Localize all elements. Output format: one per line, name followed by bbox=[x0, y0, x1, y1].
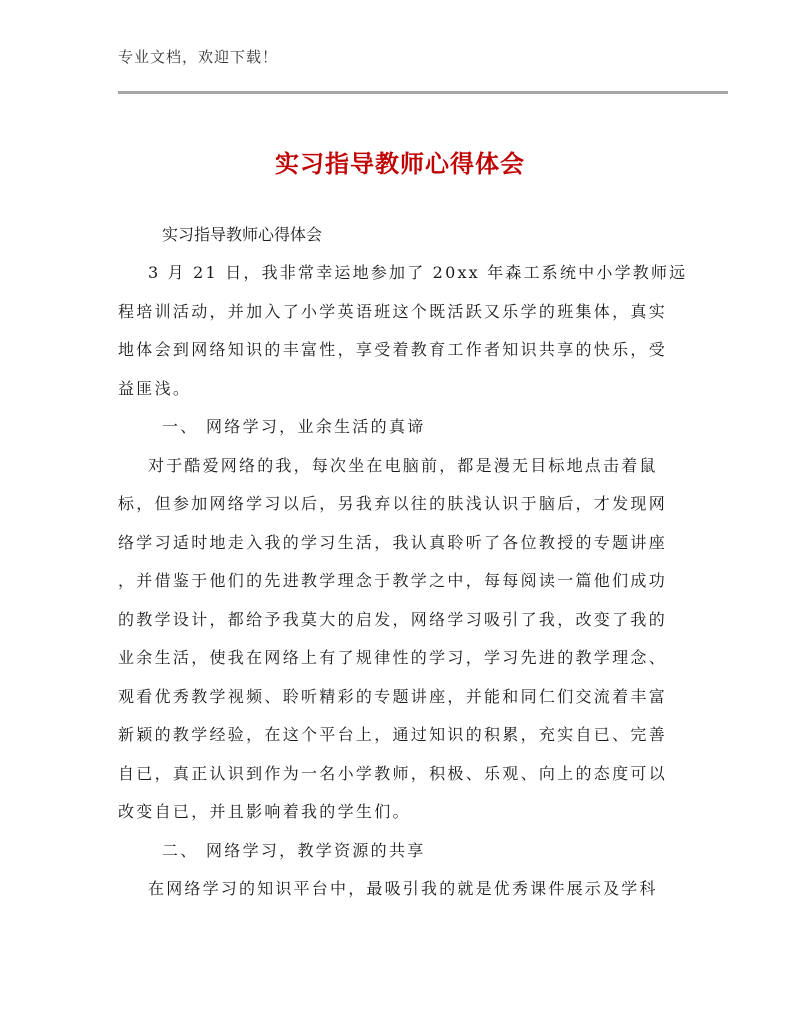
paragraph-line: ，并借鉴于他们的先进教学理念于教学之中，每每阅读一篇他们成功 bbox=[118, 571, 668, 590]
paragraph-line: 在网络学习的知识平台中，最吸引我的就是优秀课件展示及学科 bbox=[148, 879, 658, 898]
paragraph-line: 3 月 21 日，我非常幸运地参加了 20xx 年森工系统中小学教师远 bbox=[148, 263, 688, 282]
paragraph-line: 标，但参加网络学习以后，另我弃以往的肤浅认识于脑后，才发现网 bbox=[118, 494, 668, 513]
paragraph-line: 新颖的教学经验，在这个平台上，通过知识的积累，充实自已、完善 bbox=[118, 725, 668, 744]
header-note: 专业文档，欢迎下载！ bbox=[118, 48, 279, 66]
paragraph-line: 观看优秀教学视频、聆听精彩的专题讲座，并能和同仁们交流着丰富 bbox=[118, 686, 668, 706]
section-heading: 一、 网络学习，业余生活的真谛 bbox=[162, 417, 426, 436]
paragraph-line: 地体会到网络知识的丰富性，享受着教育工作者知识共享的快乐，受 bbox=[118, 340, 668, 359]
paragraph-line: 对于酷爱网络的我，每次坐在电脑前，都是漫无目标地点击着鼠 bbox=[148, 455, 658, 475]
section-heading: 二、 网络学习，教学资源的共享 bbox=[162, 840, 426, 860]
document-title: 实习指导教师心得体会 bbox=[275, 150, 525, 178]
paragraph-line: 改变自已，并且影响着我的学生们。 bbox=[118, 802, 411, 821]
header-divider bbox=[118, 91, 728, 94]
paragraph-line: 益匪浅。 bbox=[118, 378, 192, 398]
document-body bbox=[118, 216, 688, 909]
paragraph-line: 程培训活动，并加入了小学英语班这个既活跃又乐学的班集体，真实 bbox=[118, 301, 668, 321]
document-subtitle: 实习指导教师心得体会 bbox=[162, 225, 323, 244]
paragraph-line: 业余生活，使我在网络上有了规律性的学习，学习先进的教学理念、 bbox=[118, 648, 668, 667]
paragraph-line: 络学习适时地走入我的学习生活，我认真聆听了各位教授的专题讲座 bbox=[118, 532, 668, 552]
paragraph-line: 自已，真正认识到作为一名小学教师，积极、乐观、向上的态度可以 bbox=[118, 763, 668, 783]
paragraph-line: 的教学设计，都给予我莫大的启发，网络学习吸引了我，改变了我的 bbox=[118, 609, 668, 629]
